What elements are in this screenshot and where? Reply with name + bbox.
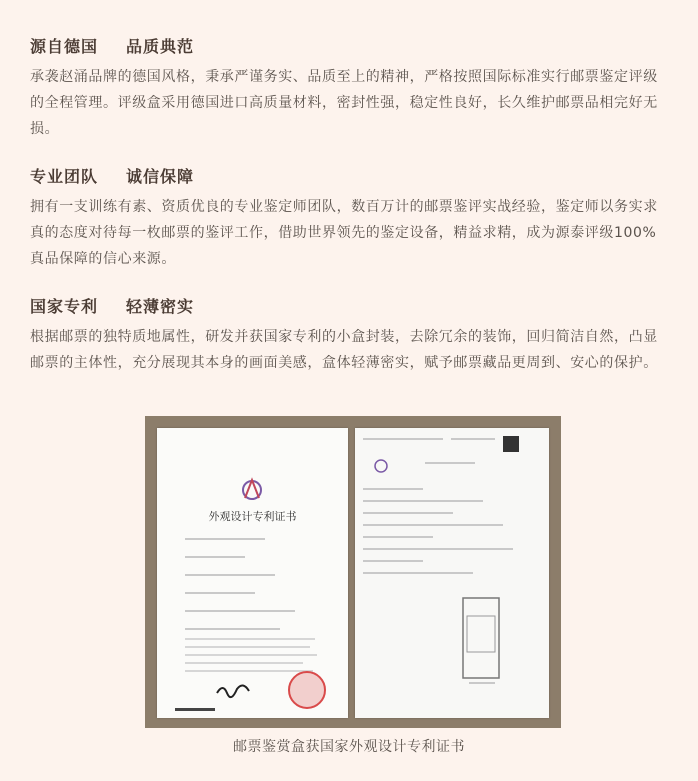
heading-part-b: 轻薄密实: [126, 297, 195, 316]
heading-part-a: 专业团队: [30, 167, 99, 186]
section-body: 拥有一支训练有素、资质优良的专业鉴定师团队，数百万计的邮票鉴评实战经验，鉴定师以务实求真的态度对待每一枚邮票的鉴评工作，借助世界领先的鉴定设备，精益求精，成为源泰评级100%真品保障的信心来源。: [30, 199, 658, 267]
certificate-detail-page: [355, 428, 549, 718]
section-heading: [30, 296, 670, 318]
patent-office-logo-icon: [375, 460, 387, 472]
photo-caption: 邮票鉴赏盒获国家外观设计专利证书: [233, 739, 465, 755]
section-team: [30, 166, 670, 272]
official-seal: [289, 672, 325, 708]
heading-part-a: 国家专利: [30, 297, 99, 316]
patent-office-logo-icon: [243, 480, 261, 499]
section-heading: [30, 36, 670, 58]
heading-part-b: 品质典范: [126, 37, 195, 56]
section-heading: [30, 166, 670, 188]
heading-part-b: 诚信保障: [126, 167, 195, 186]
box-drawing: [463, 598, 499, 678]
section-body: 承袭赵涌品牌的德国风格，秉承严谨务实、品质至上的精神，严格按照国际标准实行邮票鉴定评级的全程管理。评级盒采用德国进口高质量材料，密封性强，稳定性良好，长久维护邮票品相完好无损。: [30, 69, 658, 137]
signature: [217, 685, 249, 697]
certificate-front-art: [157, 428, 348, 718]
patent-certificate-photo: [145, 416, 561, 728]
section-patent: [30, 296, 670, 376]
section-body: 根据邮票的独特质地属性，研发并获国家专利的小盒封装，去除冗余的装饰，回归简洁自然，凸显邮票的主体性，充分展现其本身的画面美感，盒体轻薄密实，赋予邮票藏品更周到、安心的保护。: [30, 329, 658, 371]
heading-part-a: 源自德国: [30, 37, 99, 56]
certificate-title: 外观设计专利证书: [208, 510, 297, 523]
certificate-front-page: [157, 428, 348, 718]
certificate-detail-art: [355, 428, 549, 718]
qr-code-icon: [503, 436, 519, 452]
section-origin: [30, 36, 670, 142]
